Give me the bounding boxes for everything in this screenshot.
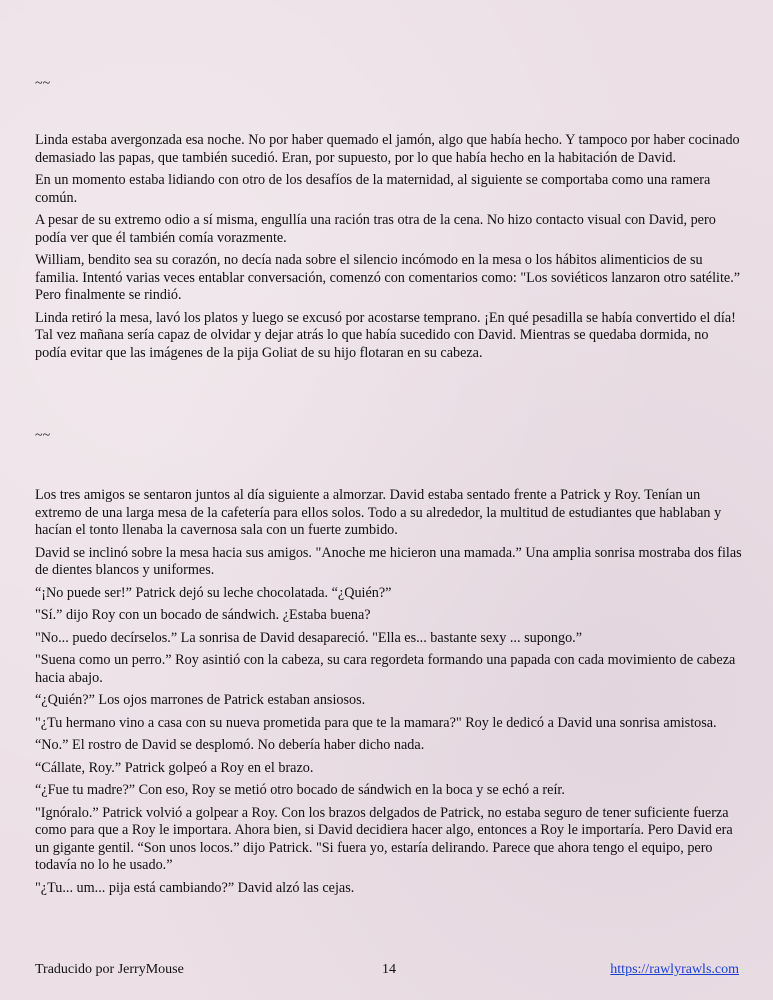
paragraph: "Ignóralo.” Patrick volvió a golpear a Roy. Con los brazos delgados de Patrick, no estaba seguro de tener suficiente fuerza como para que a Roy le importara. Ahora bien, si David decidiera hacer algo, entonces a Roy le importaría. Pero David era un gigante gentil. “Son unos locos.” dijo Patrick. "Si fuera yo, estaría delirando. Parece que ahora tengo el equipo, pero todavía no lo he usado.” <box>35 804 733 873</box>
document-page <box>35 0 743 1000</box>
paragraph: “¡No puede ser!” Patrick dejó su leche chocolatada. “¿Quién?” <box>35 584 392 601</box>
paragraph: “No.” El rostro de David se desplomó. No debería haber dicho nada. <box>35 737 425 753</box>
paragraph: A pesar de su extremo odio a sí misma, engullía una ración tras otra de la cena. No hizo contacto visual con David, pero podía ver que él también comía vorazmente. <box>35 212 716 246</box>
paragraph: Los tres amigos se sentaron juntos al día siguiente a almorzar. David estaba sentado frente a Patrick y Roy. Tenían un extremo de una larga mesa de la cafetería para ellos solos. Todo a su alrededor, la multitud de estudiantes que hablaban y hacían el tonto llenaba la cavernosa sala con un fuerte zumbido. <box>35 487 722 538</box>
page-number: 14 <box>382 962 396 977</box>
paragraph: “Cállate, Roy.” Patrick golpeó a Roy en el brazo. <box>35 759 314 776</box>
paragraph: William, bendito sea su corazón, no decía nada sobre el silencio incómodo en la mesa o los hábitos alimenticios de su familia. Intentó varias veces entablar conversación, comenzó con comentarios como: "Los soviéticos lanzaron otro satélite.” Pero finalmente se rindió. <box>35 252 741 303</box>
paragraph: "Suena como un perro.” Roy asintió con la cabeza, su cara regordeta formando una papada con cada movimiento de cabeza hacia abajo. <box>35 652 736 686</box>
paragraph: "¿Tu... um... pija está cambiando?” David alzó las cejas. <box>35 879 355 896</box>
paragraph: “¿Fue tu madre?” Con eso, Roy se metió otro bocado de sándwich en la boca y se echó a reír. <box>35 782 565 798</box>
paragraph: "No... puedo decírselos.” La sonrisa de David desapareció. "Ella es... bastante sexy ... supongo.” <box>35 629 583 646</box>
paragraph: Linda retiró la mesa, lavó los platos y luego se excusó por acostarse temprano. ¡En qué pesadilla se había convertido el día! Tal vez mañana sería capaz de olvidar y dejar atrás lo que había sucedido con David. Mientras se quedaba dormida, no podía evitar que las imágenes de la pija Goliat de su hijo flotaran en su cabeza. <box>35 309 736 361</box>
page-footer <box>35 962 739 980</box>
section-separator: ~~ <box>35 428 51 443</box>
section-separator: ~~ <box>35 76 51 91</box>
paragraph: “¿Quién?” Los ojos marrones de Patrick estaban ansiosos. <box>35 692 366 708</box>
paragraph: Linda estaba avergonzada esa noche. No por haber quemado el jamón, algo que había hecho. Y tampoco por haber cocinado demasiado las papas, que también sucedió. Eran, por supuesto, por lo que había hecho en la habitación de David. <box>35 132 740 166</box>
website-link[interactable]: https://rawlyrawls.com <box>610 962 739 977</box>
paragraph: En un momento estaba lidiando con otro de los desafíos de la maternidad, al siguiente se comportaba como una ramera común. <box>35 172 711 206</box>
section-1-text <box>35 132 743 367</box>
paragraph: David se inclinó sobre la mesa hacia sus amigos. "Anoche me hicieron una mamada.” Una amplia sonrisa mostraba dos filas de dientes blancos y uniformes. <box>35 544 742 578</box>
translator-credit: Traducido por JerryMouse <box>35 962 184 977</box>
paragraph: "¿Tu hermano vino a casa con su nueva prometida para que te la mamara?" Roy le dedicó a David una sonrisa amistosa. <box>35 714 717 731</box>
paragraph: "Sí.” dijo Roy con un bocado de sándwich. ¿Estaba buena? <box>35 607 371 623</box>
section-2-text <box>35 487 743 902</box>
